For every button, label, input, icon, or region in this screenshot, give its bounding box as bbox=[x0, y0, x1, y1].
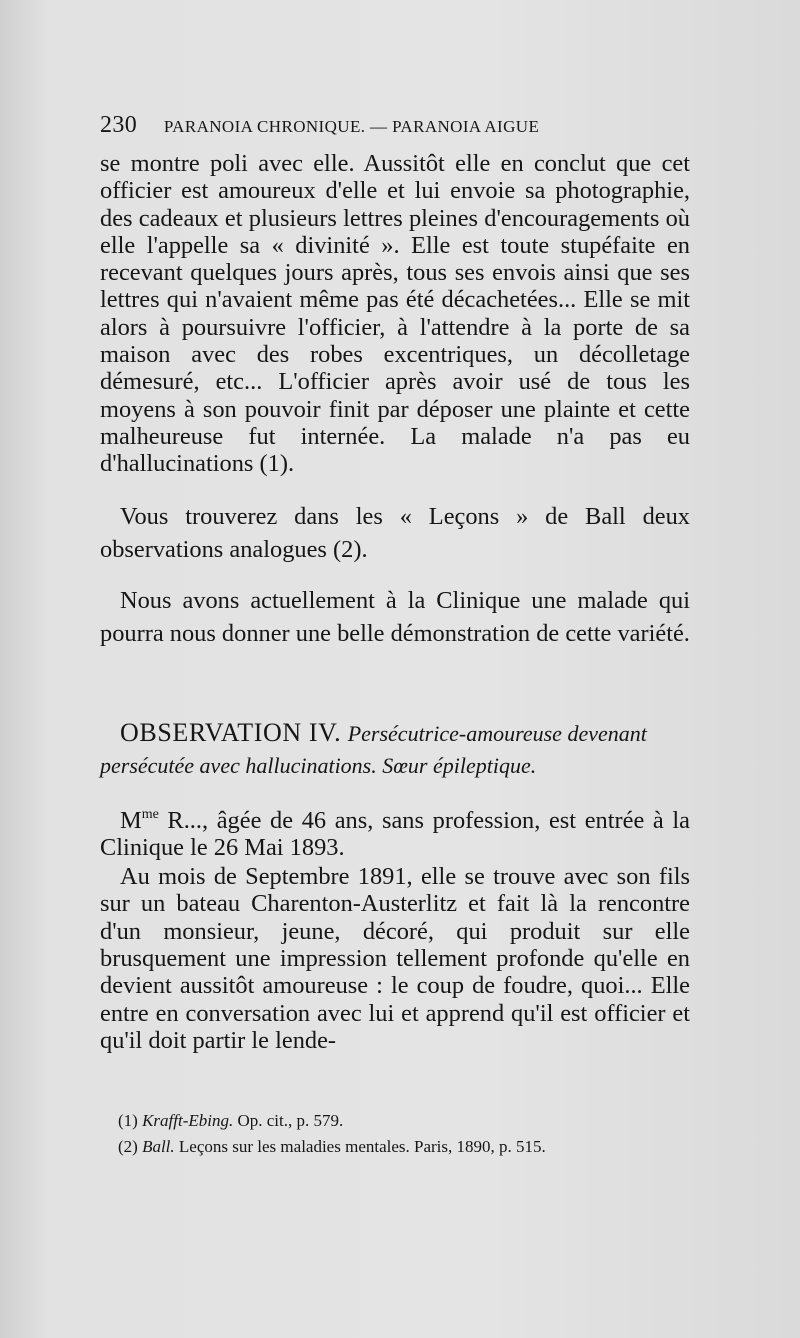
footnote-1-text: Op. cit., p. 579. bbox=[233, 1111, 344, 1130]
footnotes bbox=[118, 1108, 678, 1160]
running-title: PARANOIA CHRONIQUE. — PARANOIA AIGUE bbox=[163, 117, 540, 136]
paragraph-4 bbox=[100, 801, 690, 862]
footnote-1-author: Krafft-Ebing. bbox=[142, 1111, 234, 1130]
page-number: 230 bbox=[100, 112, 138, 138]
footnote-2 bbox=[118, 1134, 678, 1160]
observation-subtitle-1: Persécutrice-amoureuse devenant bbox=[347, 720, 647, 746]
paragraph-5: Au mois de Septembre 1891, elle se trouve avec son fils sur un bateau Charenton-Austerlitz et fait là la rencontre d'un monsieur, jeune, décoré, qui produit sur elle brusquement une impression tellement profonde qu'elle en devient aussitôt amoureuse : le coup de foudre, quoi... Elle entre en conversation avec lui et apprend qu'il est officier et qu'il doit partir le lende- bbox=[100, 863, 690, 1054]
observation-heading bbox=[100, 716, 690, 751]
page-body bbox=[100, 150, 690, 1054]
paragraph-4-text: R..., âgée de 46 ans, sans profession, est entrée à la Clinique le 26 Mai 1893. bbox=[100, 806, 690, 861]
observation-subtitle-2: persécutée avec hallucinations. Sœur épileptique. bbox=[100, 752, 537, 778]
observation-title: OBSERVATION IV. bbox=[120, 717, 342, 747]
mme-prefix: M bbox=[120, 806, 142, 834]
paragraph-3: Nous avons actuellement à la Clinique une malade qui pourra nous donner une belle démonstration de cette variété. bbox=[100, 586, 690, 647]
footnote-1 bbox=[118, 1108, 678, 1134]
mme-superscript: me bbox=[141, 806, 159, 822]
running-header bbox=[100, 112, 620, 139]
paragraph-2: Vous trouverez dans les « Leçons » de Ball deux observations analogues (2). bbox=[100, 502, 690, 563]
footnote-2-text: Leçons sur les maladies mentales. Paris, 1890, p. 515. bbox=[174, 1137, 546, 1156]
footnote-2-mark: (2) bbox=[118, 1137, 138, 1156]
footnote-2-author: Ball. bbox=[142, 1137, 175, 1156]
footnote-1-mark: (1) bbox=[118, 1111, 138, 1130]
paragraph-1: se montre poli avec elle. Aussitôt elle en conclut que cet officier est amoureux d'elle et lui envoie sa photographie, des cadeaux et plusieurs lettres pleines d'encouragements où elle l'appelle sa « divinité ». Elle est toute stupéfaite en recevant quelques jours après, tous ses envois ainsi que ses lettres qui n'avaient même pas été décachetées... Elle se mit alors à poursuivre l'officier, à l'attendre à la porte de sa maison avec des robes excentriques, un décolletage démesuré, etc... L'officier après avoir usé de tous les moyens à son pouvoir finit par déposer une plainte et cette malheureuse fut internée. La malade n'a pas eu d'hallucinations (1). bbox=[100, 150, 690, 478]
